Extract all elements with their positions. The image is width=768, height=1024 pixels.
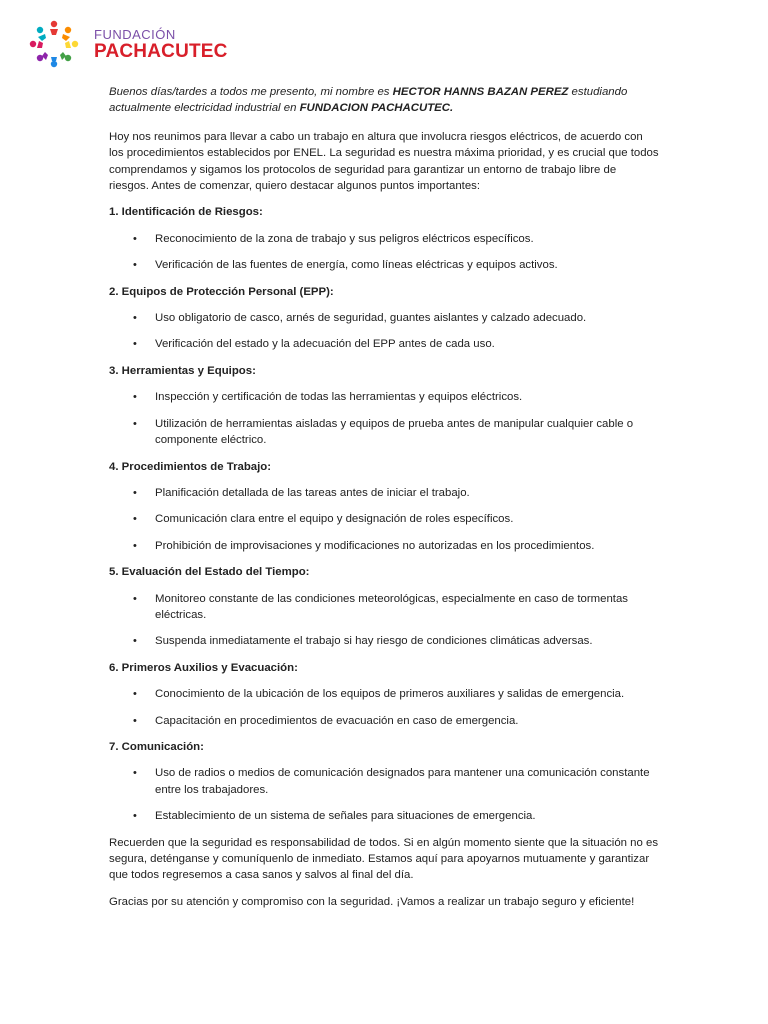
document-body	[109, 84, 659, 920]
list-item	[109, 808, 659, 824]
intro-paragraph	[109, 84, 659, 117]
bullet-icon: •	[133, 486, 137, 499]
list-item	[109, 257, 659, 273]
section-title: 1. Identificación de Riesgos:	[109, 206, 263, 219]
bullet-icon: •	[133, 338, 137, 351]
list-item	[109, 231, 659, 247]
logo-line-pachacutec: PACHACUTEC	[94, 40, 228, 62]
list-item	[109, 511, 659, 527]
list-item-text: Reconocimiento de la zona de trabajo y sus peligros eléctricos específicos.	[155, 232, 534, 245]
section-list	[109, 310, 659, 353]
list-item-text: Conocimiento de la ubicación de los equipos de primeros auxiliares y salidas de emergencia.	[155, 688, 625, 701]
bullet-icon: •	[133, 232, 137, 245]
bullet-icon: •	[133, 767, 137, 780]
section-list	[109, 389, 659, 448]
list-item	[109, 713, 659, 729]
section-title: 4. Procedimientos de Trabajo:	[109, 460, 272, 473]
intro-text-1: Buenos días/tardes a todos me presento, mi nombre es	[109, 86, 393, 98]
list-item	[109, 389, 659, 405]
organization-name: FUNDACION PACHACUTEC.	[299, 102, 454, 115]
section-list	[109, 686, 659, 729]
section-list	[109, 765, 659, 824]
list-item	[109, 765, 659, 798]
bullet-icon: •	[133, 391, 137, 404]
list-item-text: Establecimiento de un sistema de señales para situaciones de emergencia.	[155, 810, 536, 823]
list-item-text: Verificación del estado y la adecuación del EPP antes de cada uso.	[155, 338, 495, 351]
section-title: 3. Herramientas y Equipos:	[109, 364, 256, 377]
list-item-text: Uso obligatorio de casco, arnés de seguridad, guantes aislantes y calzado adecuado.	[155, 312, 587, 325]
list-item-text: Inspección y certificación de todas las herramientas y equipos eléctricos.	[155, 391, 523, 404]
section-list	[109, 231, 659, 274]
list-item-text: Suspenda inmediatamente el trabajo si hay riesgo de condiciones climáticas adversas.	[155, 635, 593, 648]
list-item	[109, 633, 659, 649]
section-title: 2. Equipos de Protección Personal (EPP):	[109, 285, 334, 298]
list-item	[109, 538, 659, 554]
list-item-text: Uso de radios o medios de comunicación designados para mantener una comunicación constante entre los trabajadores.	[155, 767, 650, 796]
list-item-text: Prohibición de improvisaciones y modificaciones no autorizadas en los procedimientos.	[155, 539, 595, 552]
bullet-icon: •	[133, 539, 137, 552]
list-item-text: Planificación detallada de las tareas antes de iniciar el trabajo.	[155, 486, 470, 499]
list-item-text: Monitoreo constante de las condiciones meteorológicas, especialmente en caso de tormentas eléctricas.	[155, 592, 628, 621]
opening-paragraph: Hoy nos reunimos para llevar a cabo un trabajo en altura que involucra riesgos eléctricos, de acuerdo con los procedimientos establecidos por ENEL. La seguridad es nuestra máxima prioridad, y es crucial que todos comprendamos y sigamos los protocolos de seguridad para garantizar un entorno de trabajo libre de riesgos. Antes de comenzar, quiero destacar algunos puntos importantes:	[109, 130, 659, 193]
bullet-icon: •	[133, 312, 137, 325]
safety-sections	[109, 204, 659, 824]
list-item	[109, 416, 659, 449]
list-item	[109, 310, 659, 326]
list-item	[109, 336, 659, 352]
section-title: 5. Evaluación del Estado del Tiempo:	[109, 566, 310, 579]
list-item-text: Comunicación clara entre el equipo y designación de roles específicos.	[155, 513, 514, 526]
bullet-icon: •	[133, 714, 137, 727]
section-title: 6. Primeros Auxilios y Evacuación:	[109, 661, 298, 674]
fundacion-pachacutec-logo	[20, 18, 228, 70]
logo-line-fundacion: FUNDACIÓN	[94, 26, 176, 42]
thanks-paragraph: Gracias por su atención y compromiso con la seguridad. ¡Vamos a realizar un trabajo seguro y eficiente!	[109, 895, 635, 908]
list-item	[109, 485, 659, 501]
section-title: 7. Comunicación:	[109, 740, 204, 753]
section-list	[109, 485, 659, 554]
bullet-icon: •	[133, 592, 137, 605]
list-item-text: Capacitación en procedimientos de evacuación en caso de emergencia.	[155, 714, 519, 727]
list-item-text: Utilización de herramientas aisladas y equipos de prueba antes de manipular cualquier cable o componente eléctrico.	[155, 417, 634, 447]
bullet-icon: •	[133, 688, 137, 701]
bullet-icon: •	[133, 259, 137, 272]
list-item	[109, 591, 659, 624]
list-item	[109, 686, 659, 702]
people-circle-logo-icon	[20, 18, 92, 70]
list-item-text: Verificación de las fuentes de energía, como líneas eléctricas y equipos activos.	[155, 259, 558, 272]
section-list	[109, 591, 659, 650]
bullet-icon: •	[133, 513, 137, 526]
bullet-icon: •	[133, 417, 137, 430]
speaker-name: HECTOR HANNS BAZAN PEREZ	[392, 86, 569, 98]
bullet-icon: •	[133, 635, 137, 648]
logo-wordmark	[94, 28, 228, 61]
intro-text-2: estudiando actualmente electricidad industrial en	[109, 86, 628, 115]
closing-paragraph: Recuerden que la seguridad es responsabilidad de todos. Si en algún momento siente que la situación no es segura, deténganse y comuníquenlo de inmediato. Estamos aquí para apoyarnos mutuamente y garantizar que todos regresemos a casa sanos y salvos al final del día.	[109, 836, 659, 882]
bullet-icon: •	[133, 810, 137, 823]
